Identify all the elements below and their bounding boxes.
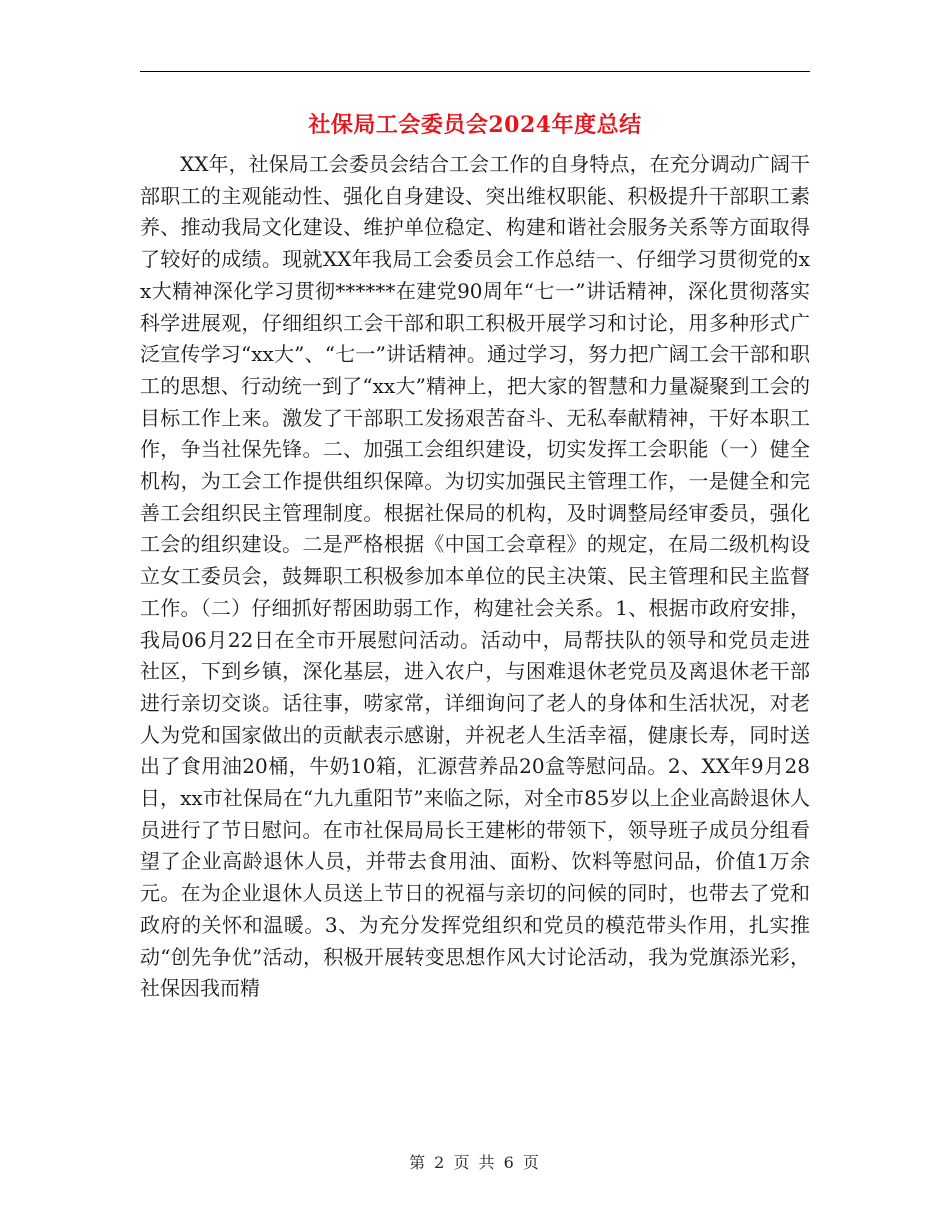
page-number-footer: 第 2 页 共 6 页 [409, 1153, 541, 1172]
header-rule [140, 71, 810, 72]
document-body: XX年，社保局工会委员会结合工会工作的自身特点，在充分调动广阔干部职工的主观能动性、强化自身建设、突出维权职能、积极提升干部职工素养、推动我局文化建设、维护单位稳定、构建和谐社会服务关系等方面取得了较好的成绩。现就XX年我局工会委员会工作总结一、仔细学习贯彻党的xx大精神深化学习贯彻******在建党90周年“七一”讲话精神，深化贯彻落实科学进展观，仔细组织工会干部和职工积极开展学习和讨论，用多种形式广泛宣传学习“xx大”、“七一”讲话精神。通过学习，努力把广阔工会干部和职工的思想、行动统一到了“xx大”精神上，把大家的智慧和力量凝聚到工会的目标工作上来。激发了干部职工发扬艰苦奋斗、无私奉献精神，干好本职工作，争当社保先锋。二、加强工会组织建设，切实发挥工会职能（一）健全机构，为工会工作提供组织保障。为切实加强民主管理工作，一是健全和完善工会组织民主管理制度。根据社保局的机构，及时调整局经审委员，强化工会的组织建设。二是严格根据《中国工会章程》的规定，在局二级机构设立女工委员会，鼓舞职工积极参加本单位的民主决策、民主管理和民主监督工作。（二）仔细抓好帮困助弱工作，构建社会关系。1、根据市政府安排，我局06月22日在全市开展慰问活动。活动中，局帮扶队的领导和党员走进社区，下到乡镇，深化基层，进入农户，与困难退休老党员及离退休老干部进行亲切交谈。话往事，唠家常，详细询问了老人的身体和生活状况，对老人为党和国家做出的贡献表示感谢，并祝老人生活幸福，健康长寿，同时送出了食用油20桶，牛奶10箱，汇源营养品20盒等慰问品。2、XX年9月28日，xx市社保局在“九九重阳节”来临之际，对全市85岁以上企业高龄退休人员进行了节日慰问。在市社保局局长王建彬的带领下，领导班子成员分组看望了企业高龄退休人员，并带去食用油、面粉、饮料等慰问品，价值1万余元。在为企业退休人员送上节日的祝福与亲切的问候的同时，也带去了党和政府的关怀和温暖。3、为充分发挥党组织和党员的模范带头作用，扎实推动“创先争优”活动，积极开展转变思想作风大讨论活动，我为党旗添光彩，社保因我而精 [140, 152, 810, 1001]
document-title: 社保局工会委员会2024年度总结 [308, 112, 642, 138]
